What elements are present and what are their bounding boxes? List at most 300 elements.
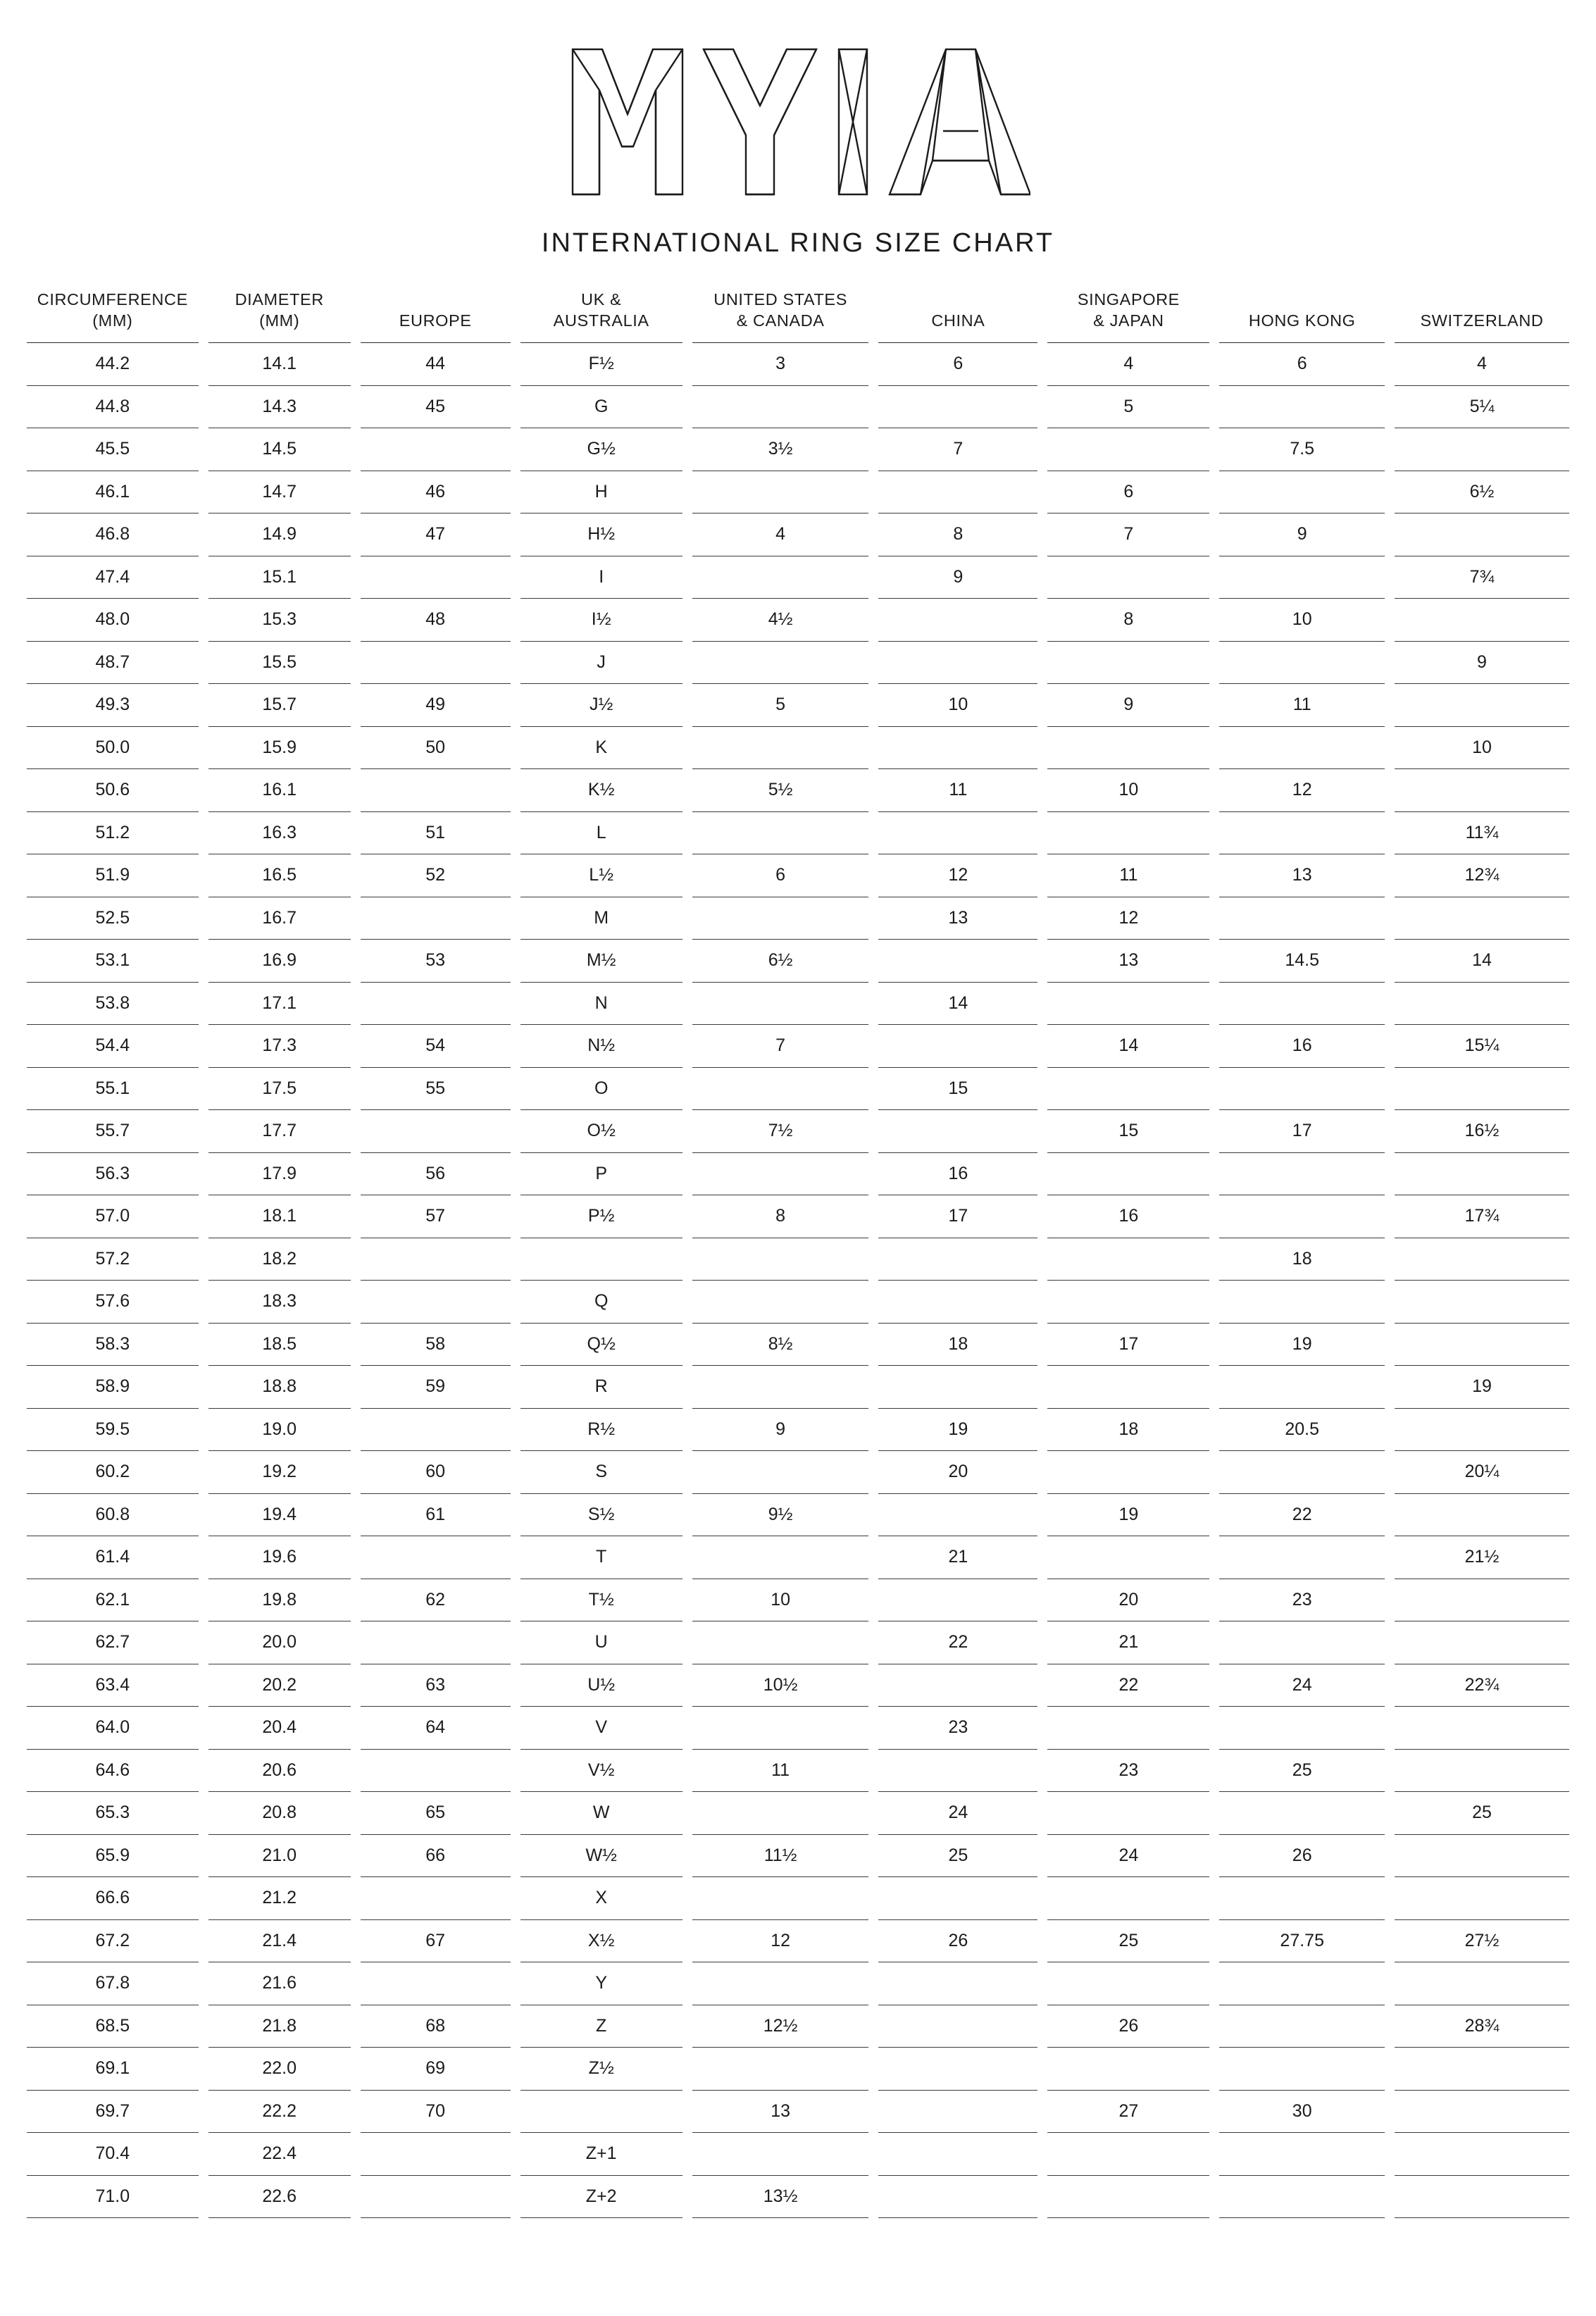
cell-col-7 bbox=[1214, 897, 1389, 940]
cell-col-6 bbox=[1042, 726, 1214, 769]
cell-col-4 bbox=[687, 385, 874, 428]
cell-col-4 bbox=[687, 1451, 874, 1494]
cell-col-2: 61 bbox=[356, 1493, 516, 1536]
cell-col-7 bbox=[1214, 2133, 1389, 2176]
cell-col-5: 12 bbox=[873, 854, 1042, 897]
cell-col-2 bbox=[356, 1749, 516, 1792]
cell-col-2 bbox=[356, 641, 516, 684]
cell-col-2: 69 bbox=[356, 2048, 516, 2091]
cell-col-4: 8½ bbox=[687, 1323, 874, 1366]
cell-col-5 bbox=[873, 2090, 1042, 2133]
table-row bbox=[27, 2175, 1569, 2218]
cell-col-2: 70 bbox=[356, 2090, 516, 2133]
cell-col-0: 44.8 bbox=[27, 385, 204, 428]
cell-col-5: 14 bbox=[873, 982, 1042, 1025]
cell-col-5 bbox=[873, 1493, 1042, 1536]
column-header-7: HONG KONG bbox=[1214, 290, 1389, 343]
cell-col-8: 22¾ bbox=[1390, 1664, 1569, 1707]
cell-col-5: 25 bbox=[873, 1834, 1042, 1877]
cell-col-0: 64.6 bbox=[27, 1749, 204, 1792]
cell-col-8 bbox=[1390, 2048, 1569, 2091]
cell-col-3: J½ bbox=[516, 684, 687, 727]
cell-col-0: 58.9 bbox=[27, 1366, 204, 1409]
cell-col-6 bbox=[1042, 2175, 1214, 2218]
cell-col-2: 56 bbox=[356, 1152, 516, 1195]
table-row bbox=[27, 769, 1569, 812]
cell-col-8: 19 bbox=[1390, 1366, 1569, 1409]
cell-col-7 bbox=[1214, 1536, 1389, 1579]
column-header-6: SINGAPORE & JAPAN bbox=[1042, 290, 1214, 343]
cell-col-1: 20.6 bbox=[204, 1749, 356, 1792]
cell-col-6: 12 bbox=[1042, 897, 1214, 940]
cell-col-7: 20.5 bbox=[1214, 1408, 1389, 1451]
cell-col-3: P½ bbox=[516, 1195, 687, 1238]
cell-col-7 bbox=[1214, 1962, 1389, 2005]
cell-col-7 bbox=[1214, 1792, 1389, 1835]
cell-col-0: 52.5 bbox=[27, 897, 204, 940]
cell-col-7: 11 bbox=[1214, 684, 1389, 727]
cell-col-7: 13 bbox=[1214, 854, 1389, 897]
cell-col-5 bbox=[873, 1664, 1042, 1707]
cell-col-0: 59.5 bbox=[27, 1408, 204, 1451]
cell-col-5: 23 bbox=[873, 1707, 1042, 1750]
cell-col-5 bbox=[873, 2175, 1042, 2218]
cell-col-3: N bbox=[516, 982, 687, 1025]
cell-col-4: 10½ bbox=[687, 1664, 874, 1707]
table-row bbox=[27, 556, 1569, 599]
brand-logo bbox=[0, 28, 1596, 203]
table-row bbox=[27, 1919, 1569, 1962]
cell-col-4: 6 bbox=[687, 854, 874, 897]
cell-col-5: 26 bbox=[873, 1919, 1042, 1962]
cell-col-5 bbox=[873, 811, 1042, 854]
table-row bbox=[27, 428, 1569, 471]
cell-col-0: 67.2 bbox=[27, 1919, 204, 1962]
cell-col-3: Q bbox=[516, 1281, 687, 1324]
cell-col-0: 62.1 bbox=[27, 1579, 204, 1621]
cell-col-6: 21 bbox=[1042, 1621, 1214, 1664]
table-row bbox=[27, 2133, 1569, 2176]
cell-col-3: N½ bbox=[516, 1025, 687, 1068]
cell-col-0: 53.1 bbox=[27, 940, 204, 983]
cell-col-5: 19 bbox=[873, 1408, 1042, 1451]
cell-col-6: 23 bbox=[1042, 1749, 1214, 1792]
table-row bbox=[27, 1451, 1569, 1494]
cell-col-8 bbox=[1390, 1877, 1569, 1920]
cell-col-8 bbox=[1390, 1962, 1569, 2005]
cell-col-5 bbox=[873, 1025, 1042, 1068]
cell-col-0: 66.6 bbox=[27, 1877, 204, 1920]
table-row bbox=[27, 1621, 1569, 1664]
cell-col-2: 54 bbox=[356, 1025, 516, 1068]
cell-col-7 bbox=[1214, 1067, 1389, 1110]
cell-col-5 bbox=[873, 940, 1042, 983]
table-row bbox=[27, 1664, 1569, 1707]
cell-col-1: 18.3 bbox=[204, 1281, 356, 1324]
cell-col-8 bbox=[1390, 1834, 1569, 1877]
cell-col-4: 13 bbox=[687, 2090, 874, 2133]
table-row bbox=[27, 1238, 1569, 1281]
cell-col-4 bbox=[687, 1238, 874, 1281]
cell-col-8: 11¾ bbox=[1390, 811, 1569, 854]
cell-col-3: F½ bbox=[516, 343, 687, 386]
cell-col-4: 5 bbox=[687, 684, 874, 727]
cell-col-8: 15¼ bbox=[1390, 1025, 1569, 1068]
cell-col-2 bbox=[356, 1281, 516, 1324]
table-row bbox=[27, 1707, 1569, 1750]
cell-col-0: 50.6 bbox=[27, 769, 204, 812]
cell-col-0: 71.0 bbox=[27, 2175, 204, 2218]
cell-col-6: 5 bbox=[1042, 385, 1214, 428]
cell-col-3: L½ bbox=[516, 854, 687, 897]
cell-col-8 bbox=[1390, 1749, 1569, 1792]
cell-col-4: 10 bbox=[687, 1579, 874, 1621]
cell-col-8 bbox=[1390, 1152, 1569, 1195]
cell-col-0: 48.7 bbox=[27, 641, 204, 684]
cell-col-7: 14.5 bbox=[1214, 940, 1389, 983]
cell-col-2: 65 bbox=[356, 1792, 516, 1835]
cell-col-1: 22.0 bbox=[204, 2048, 356, 2091]
cell-col-5: 18 bbox=[873, 1323, 1042, 1366]
cell-col-4: 4 bbox=[687, 513, 874, 556]
cell-col-6: 26 bbox=[1042, 2005, 1214, 2048]
cell-col-1: 19.2 bbox=[204, 1451, 356, 1494]
cell-col-5: 6 bbox=[873, 343, 1042, 386]
cell-col-7: 18 bbox=[1214, 1238, 1389, 1281]
table-row bbox=[27, 1493, 1569, 1536]
cell-col-3: I½ bbox=[516, 599, 687, 642]
cell-col-1: 22.6 bbox=[204, 2175, 356, 2218]
cell-col-8: 7¾ bbox=[1390, 556, 1569, 599]
cell-col-7 bbox=[1214, 1621, 1389, 1664]
table-row bbox=[27, 726, 1569, 769]
cell-col-4: 13½ bbox=[687, 2175, 874, 2218]
cell-col-8: 5¼ bbox=[1390, 385, 1569, 428]
cell-col-7 bbox=[1214, 1281, 1389, 1324]
cell-col-8 bbox=[1390, 897, 1569, 940]
table-row bbox=[27, 940, 1569, 983]
cell-col-4: 5½ bbox=[687, 769, 874, 812]
cell-col-1: 19.8 bbox=[204, 1579, 356, 1621]
table-row bbox=[27, 1536, 1569, 1579]
cell-col-6: 9 bbox=[1042, 684, 1214, 727]
cell-col-7: 16 bbox=[1214, 1025, 1389, 1068]
cell-col-6 bbox=[1042, 1067, 1214, 1110]
cell-col-6 bbox=[1042, 1451, 1214, 1494]
cell-col-7: 9 bbox=[1214, 513, 1389, 556]
cell-col-1: 17.9 bbox=[204, 1152, 356, 1195]
cell-col-3: W½ bbox=[516, 1834, 687, 1877]
table-row bbox=[27, 1110, 1569, 1153]
cell-col-0: 46.8 bbox=[27, 513, 204, 556]
cell-col-8: 16½ bbox=[1390, 1110, 1569, 1153]
cell-col-5: 9 bbox=[873, 556, 1042, 599]
cell-col-7: 26 bbox=[1214, 1834, 1389, 1877]
cell-col-2 bbox=[356, 1962, 516, 2005]
cell-col-3: U bbox=[516, 1621, 687, 1664]
cell-col-3: O bbox=[516, 1067, 687, 1110]
cell-col-4 bbox=[687, 556, 874, 599]
cell-col-5: 10 bbox=[873, 684, 1042, 727]
cell-col-5 bbox=[873, 1281, 1042, 1324]
cell-col-8: 28¾ bbox=[1390, 2005, 1569, 2048]
cell-col-7 bbox=[1214, 1366, 1389, 1409]
column-header-8: SWITZERLAND bbox=[1390, 290, 1569, 343]
cell-col-3: O½ bbox=[516, 1110, 687, 1153]
cell-col-8 bbox=[1390, 2133, 1569, 2176]
cell-col-7 bbox=[1214, 726, 1389, 769]
cell-col-6 bbox=[1042, 811, 1214, 854]
cell-col-1: 14.1 bbox=[204, 343, 356, 386]
cell-col-6: 16 bbox=[1042, 1195, 1214, 1238]
cell-col-7 bbox=[1214, 1877, 1389, 1920]
cell-col-0: 51.2 bbox=[27, 811, 204, 854]
cell-col-5: 13 bbox=[873, 897, 1042, 940]
cell-col-2 bbox=[356, 1621, 516, 1664]
cell-col-0: 70.4 bbox=[27, 2133, 204, 2176]
cell-col-0: 55.7 bbox=[27, 1110, 204, 1153]
cell-col-3: Q½ bbox=[516, 1323, 687, 1366]
cell-col-1: 21.8 bbox=[204, 2005, 356, 2048]
cell-col-0: 67.8 bbox=[27, 1962, 204, 2005]
cell-col-1: 17.3 bbox=[204, 1025, 356, 1068]
cell-col-4 bbox=[687, 1792, 874, 1835]
cell-col-2: 68 bbox=[356, 2005, 516, 2048]
cell-col-2 bbox=[356, 1238, 516, 1281]
table-row bbox=[27, 1962, 1569, 2005]
cell-col-0: 62.7 bbox=[27, 1621, 204, 1664]
cell-col-6: 27 bbox=[1042, 2090, 1214, 2133]
cell-col-6 bbox=[1042, 982, 1214, 1025]
cell-col-5 bbox=[873, 1749, 1042, 1792]
cell-col-3: K bbox=[516, 726, 687, 769]
table-row bbox=[27, 1749, 1569, 1792]
cell-col-5 bbox=[873, 726, 1042, 769]
cell-col-8: 25 bbox=[1390, 1792, 1569, 1835]
cell-col-1: 15.7 bbox=[204, 684, 356, 727]
cell-col-5: 15 bbox=[873, 1067, 1042, 1110]
cell-col-8 bbox=[1390, 1493, 1569, 1536]
cell-col-4: 12 bbox=[687, 1919, 874, 1962]
cell-col-6 bbox=[1042, 1707, 1214, 1750]
cell-col-1: 14.3 bbox=[204, 385, 356, 428]
cell-col-1: 16.9 bbox=[204, 940, 356, 983]
cell-col-3: V½ bbox=[516, 1749, 687, 1792]
cell-col-2: 48 bbox=[356, 599, 516, 642]
cell-col-8 bbox=[1390, 1323, 1569, 1366]
column-header-3: UK & AUSTRALIA bbox=[516, 290, 687, 343]
cell-col-0: 55.1 bbox=[27, 1067, 204, 1110]
cell-col-3: R½ bbox=[516, 1408, 687, 1451]
cell-col-4 bbox=[687, 641, 874, 684]
cell-col-2 bbox=[356, 769, 516, 812]
column-header-2: EUROPE bbox=[356, 290, 516, 343]
cell-col-6: 19 bbox=[1042, 1493, 1214, 1536]
cell-col-3: P bbox=[516, 1152, 687, 1195]
cell-col-3: Z+2 bbox=[516, 2175, 687, 2218]
cell-col-2 bbox=[356, 556, 516, 599]
cell-col-5 bbox=[873, 1110, 1042, 1153]
cell-col-6 bbox=[1042, 2048, 1214, 2091]
cell-col-7 bbox=[1214, 982, 1389, 1025]
cell-col-7: 17 bbox=[1214, 1110, 1389, 1153]
cell-col-2: 45 bbox=[356, 385, 516, 428]
cell-col-2: 55 bbox=[356, 1067, 516, 1110]
cell-col-7 bbox=[1214, 471, 1389, 513]
cell-col-1: 22.2 bbox=[204, 2090, 356, 2133]
cell-col-5 bbox=[873, 1366, 1042, 1409]
cell-col-5 bbox=[873, 471, 1042, 513]
cell-col-5: 21 bbox=[873, 1536, 1042, 1579]
cell-col-7 bbox=[1214, 1152, 1389, 1195]
cell-col-7 bbox=[1214, 2005, 1389, 2048]
cell-col-3: Y bbox=[516, 1962, 687, 2005]
cell-col-8 bbox=[1390, 1067, 1569, 1110]
cell-col-0: 65.3 bbox=[27, 1792, 204, 1835]
cell-col-3: X bbox=[516, 1877, 687, 1920]
table-row bbox=[27, 1323, 1569, 1366]
table-row bbox=[27, 471, 1569, 513]
cell-col-6: 10 bbox=[1042, 769, 1214, 812]
cell-col-6 bbox=[1042, 641, 1214, 684]
cell-col-0: 54.4 bbox=[27, 1025, 204, 1068]
cell-col-0: 68.5 bbox=[27, 2005, 204, 2048]
table-row bbox=[27, 1834, 1569, 1877]
cell-col-1: 18.8 bbox=[204, 1366, 356, 1409]
cell-col-0: 65.9 bbox=[27, 1834, 204, 1877]
cell-col-4: 12½ bbox=[687, 2005, 874, 2048]
cell-col-4 bbox=[687, 897, 874, 940]
cell-col-0: 61.4 bbox=[27, 1536, 204, 1579]
cell-col-4: 11½ bbox=[687, 1834, 874, 1877]
table-row bbox=[27, 1067, 1569, 1110]
cell-col-0: 47.4 bbox=[27, 556, 204, 599]
cell-col-4 bbox=[687, 1536, 874, 1579]
cell-col-6 bbox=[1042, 1962, 1214, 2005]
table-row bbox=[27, 2005, 1569, 2048]
cell-col-3: G bbox=[516, 385, 687, 428]
cell-col-8 bbox=[1390, 513, 1569, 556]
cell-col-0: 49.3 bbox=[27, 684, 204, 727]
cell-col-7: 12 bbox=[1214, 769, 1389, 812]
cell-col-3: S bbox=[516, 1451, 687, 1494]
cell-col-4 bbox=[687, 2133, 874, 2176]
cell-col-6: 13 bbox=[1042, 940, 1214, 983]
table-row bbox=[27, 897, 1569, 940]
cell-col-8 bbox=[1390, 428, 1569, 471]
table-row bbox=[27, 1152, 1569, 1195]
cell-col-3: J bbox=[516, 641, 687, 684]
cell-col-8: 9 bbox=[1390, 641, 1569, 684]
myia-wordmark-logo bbox=[566, 41, 1030, 203]
table-row bbox=[27, 599, 1569, 642]
column-header-0: CIRCUMFERENCE (MM) bbox=[27, 290, 204, 343]
cell-col-4: 9 bbox=[687, 1408, 874, 1451]
cell-col-1: 15.3 bbox=[204, 599, 356, 642]
cell-col-1: 22.4 bbox=[204, 2133, 356, 2176]
table-row bbox=[27, 1877, 1569, 1920]
cell-col-5 bbox=[873, 1579, 1042, 1621]
cell-col-5: 8 bbox=[873, 513, 1042, 556]
cell-col-8 bbox=[1390, 1707, 1569, 1750]
table-row bbox=[27, 641, 1569, 684]
cell-col-5: 24 bbox=[873, 1792, 1042, 1835]
cell-col-3: I bbox=[516, 556, 687, 599]
cell-col-7 bbox=[1214, 1707, 1389, 1750]
ring-size-table bbox=[27, 290, 1569, 2218]
cell-col-3: T½ bbox=[516, 1579, 687, 1621]
cell-col-8 bbox=[1390, 982, 1569, 1025]
cell-col-1: 14.7 bbox=[204, 471, 356, 513]
cell-col-8 bbox=[1390, 769, 1569, 812]
cell-col-4: 6½ bbox=[687, 940, 874, 983]
cell-col-5: 20 bbox=[873, 1451, 1042, 1494]
cell-col-4 bbox=[687, 982, 874, 1025]
cell-col-8: 27½ bbox=[1390, 1919, 1569, 1962]
cell-col-7 bbox=[1214, 385, 1389, 428]
cell-col-3: K½ bbox=[516, 769, 687, 812]
cell-col-0: 64.0 bbox=[27, 1707, 204, 1750]
cell-col-5: 11 bbox=[873, 769, 1042, 812]
table-row bbox=[27, 684, 1569, 727]
cell-col-7 bbox=[1214, 641, 1389, 684]
cell-col-1: 18.2 bbox=[204, 1238, 356, 1281]
cell-col-5 bbox=[873, 641, 1042, 684]
cell-col-3: Z bbox=[516, 2005, 687, 2048]
cell-col-7 bbox=[1214, 556, 1389, 599]
cell-col-1: 21.2 bbox=[204, 1877, 356, 1920]
cell-col-8 bbox=[1390, 1579, 1569, 1621]
cell-col-2 bbox=[356, 2175, 516, 2218]
cell-col-3: W bbox=[516, 1792, 687, 1835]
cell-col-2: 67 bbox=[356, 1919, 516, 1962]
cell-col-0: 45.5 bbox=[27, 428, 204, 471]
cell-col-0: 57.0 bbox=[27, 1195, 204, 1238]
cell-col-0: 63.4 bbox=[27, 1664, 204, 1707]
cell-col-1: 21.0 bbox=[204, 1834, 356, 1877]
column-header-5: CHINA bbox=[873, 290, 1042, 343]
cell-col-8 bbox=[1390, 599, 1569, 642]
cell-col-4: 7½ bbox=[687, 1110, 874, 1153]
cell-col-3: L bbox=[516, 811, 687, 854]
table-row bbox=[27, 1025, 1569, 1068]
cell-col-2: 57 bbox=[356, 1195, 516, 1238]
cell-col-1: 18.1 bbox=[204, 1195, 356, 1238]
cell-col-2: 44 bbox=[356, 343, 516, 386]
cell-col-2 bbox=[356, 1877, 516, 1920]
cell-col-2 bbox=[356, 1110, 516, 1153]
cell-col-4 bbox=[687, 1962, 874, 2005]
cell-col-5: 17 bbox=[873, 1195, 1042, 1238]
cell-col-2: 58 bbox=[356, 1323, 516, 1366]
cell-col-1: 20.0 bbox=[204, 1621, 356, 1664]
table-row bbox=[27, 1281, 1569, 1324]
cell-col-4 bbox=[687, 1877, 874, 1920]
cell-col-3: G½ bbox=[516, 428, 687, 471]
cell-col-4: 3 bbox=[687, 343, 874, 386]
cell-col-1: 19.4 bbox=[204, 1493, 356, 1536]
cell-col-2: 49 bbox=[356, 684, 516, 727]
cell-col-3: Z+1 bbox=[516, 2133, 687, 2176]
cell-col-5 bbox=[873, 1877, 1042, 1920]
cell-col-1: 16.5 bbox=[204, 854, 356, 897]
cell-col-7: 10 bbox=[1214, 599, 1389, 642]
cell-col-5: 16 bbox=[873, 1152, 1042, 1195]
cell-col-1: 20.4 bbox=[204, 1707, 356, 1750]
cell-col-6: 18 bbox=[1042, 1408, 1214, 1451]
table-row bbox=[27, 343, 1569, 386]
table-row bbox=[27, 1195, 1569, 1238]
